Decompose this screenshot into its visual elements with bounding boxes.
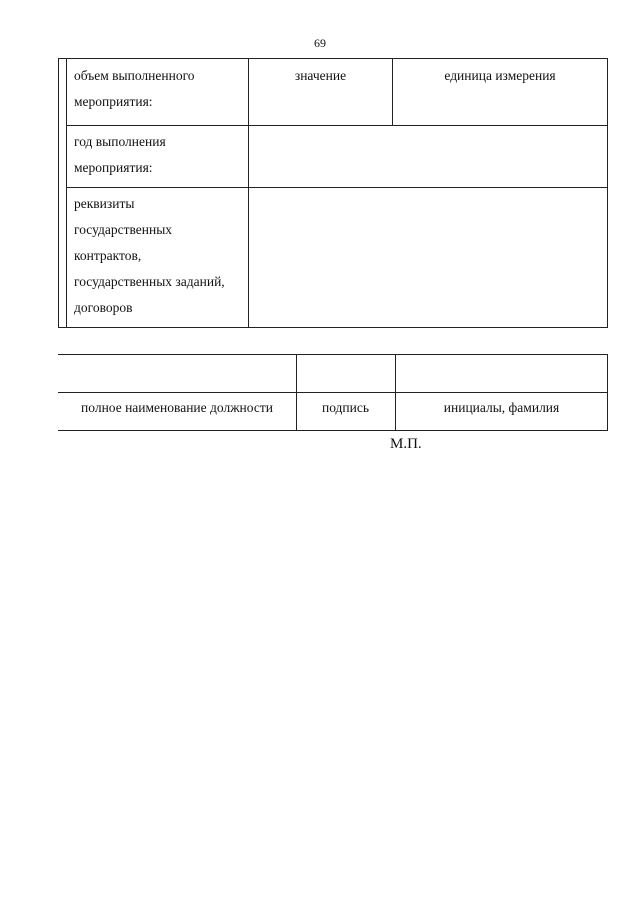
seal-mark: М.П.	[390, 436, 422, 452]
signature-table	[58, 354, 608, 431]
value-header: значение	[294, 68, 347, 83]
requisites-line-2: государственных	[74, 222, 173, 237]
requisites-label	[74, 191, 248, 321]
signature-divider-2	[395, 355, 396, 430]
volume-label-line-2: мероприятия:	[74, 94, 153, 109]
volume-label-line-1: объем выполненного	[74, 68, 195, 83]
label-column-divider	[248, 59, 249, 327]
year-label-line-1: год выполнения	[74, 134, 166, 149]
year-label	[74, 129, 246, 181]
page-number: 69	[314, 36, 326, 50]
year-label-line-2: мероприятия:	[74, 160, 153, 175]
requisites-line-3: контрактов,	[74, 248, 142, 263]
requisites-line-1: реквизиты	[74, 196, 135, 211]
volume-label	[74, 63, 246, 115]
signature-row-divider	[58, 392, 607, 393]
signature-label: подпись	[321, 400, 370, 415]
info-table	[58, 58, 608, 328]
requisites-line-5: договоров	[74, 300, 133, 315]
unit-header: единица измерения	[444, 68, 556, 83]
requisites-line-4: государственных заданий,	[74, 274, 225, 289]
row-divider-1	[66, 125, 607, 126]
name-label: инициалы, фамилия	[443, 400, 560, 415]
row-divider-2	[66, 187, 607, 188]
position-label: полное наименование должности	[81, 400, 273, 415]
signature-divider-1	[296, 355, 297, 430]
table-left-double-line	[66, 59, 67, 327]
